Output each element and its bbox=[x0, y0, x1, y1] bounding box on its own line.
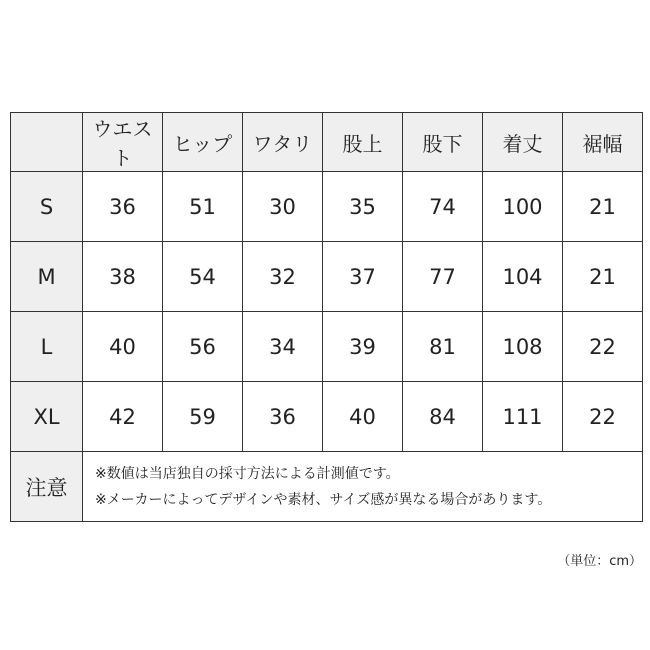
table-row bbox=[11, 382, 643, 452]
corner-cell bbox=[11, 113, 83, 172]
table-cell: 51 bbox=[163, 172, 243, 242]
table-cell: 54 bbox=[163, 242, 243, 312]
note-line: ※数値は当店独自の採寸方法による計測値です。 bbox=[95, 465, 400, 482]
column-header: 裾幅 bbox=[563, 113, 643, 172]
table-cell: 74 bbox=[403, 172, 483, 242]
column-header: ウエスト bbox=[83, 113, 163, 172]
size-label: XL bbox=[11, 382, 83, 452]
table-cell: 22 bbox=[563, 382, 643, 452]
table-cell: 59 bbox=[163, 382, 243, 452]
note-row bbox=[11, 452, 643, 522]
note-line: ※メーカーによってデザインや素材、サイズ感が異なる場合があります。 bbox=[95, 491, 552, 508]
table-cell: 36 bbox=[83, 172, 163, 242]
table-cell: 21 bbox=[563, 242, 643, 312]
size-label: M bbox=[11, 242, 83, 312]
table-row bbox=[11, 172, 643, 242]
table-cell: 56 bbox=[163, 312, 243, 382]
table-cell: 37 bbox=[323, 242, 403, 312]
table-cell: 111 bbox=[483, 382, 563, 452]
size-chart-table bbox=[10, 112, 643, 522]
table-cell: 104 bbox=[483, 242, 563, 312]
table-cell: 32 bbox=[243, 242, 323, 312]
table-row bbox=[11, 312, 643, 382]
column-header: ワタリ bbox=[243, 113, 323, 172]
size-label: L bbox=[11, 312, 83, 382]
note-label: 注意 bbox=[11, 452, 83, 522]
table-cell: 36 bbox=[243, 382, 323, 452]
column-header: 股上 bbox=[323, 113, 403, 172]
table-cell: 77 bbox=[403, 242, 483, 312]
table-cell: 40 bbox=[323, 382, 403, 452]
note-text bbox=[83, 452, 643, 522]
table-cell: 81 bbox=[403, 312, 483, 382]
table-cell: 108 bbox=[483, 312, 563, 382]
table-row bbox=[11, 242, 643, 312]
table-cell: 34 bbox=[243, 312, 323, 382]
column-header: 着丈 bbox=[483, 113, 563, 172]
size-label: S bbox=[11, 172, 83, 242]
table-cell: 40 bbox=[83, 312, 163, 382]
table-cell: 42 bbox=[83, 382, 163, 452]
table-cell: 22 bbox=[563, 312, 643, 382]
table-cell: 100 bbox=[483, 172, 563, 242]
unit-label: （単位：cm） bbox=[557, 554, 642, 569]
table-cell: 35 bbox=[323, 172, 403, 242]
table-cell: 39 bbox=[323, 312, 403, 382]
table-cell: 84 bbox=[403, 382, 483, 452]
table-cell: 38 bbox=[83, 242, 163, 312]
column-header: ヒップ bbox=[163, 113, 243, 172]
column-header: 股下 bbox=[403, 113, 483, 172]
table-cell: 30 bbox=[243, 172, 323, 242]
header-row bbox=[11, 113, 643, 172]
table-cell: 21 bbox=[563, 172, 643, 242]
